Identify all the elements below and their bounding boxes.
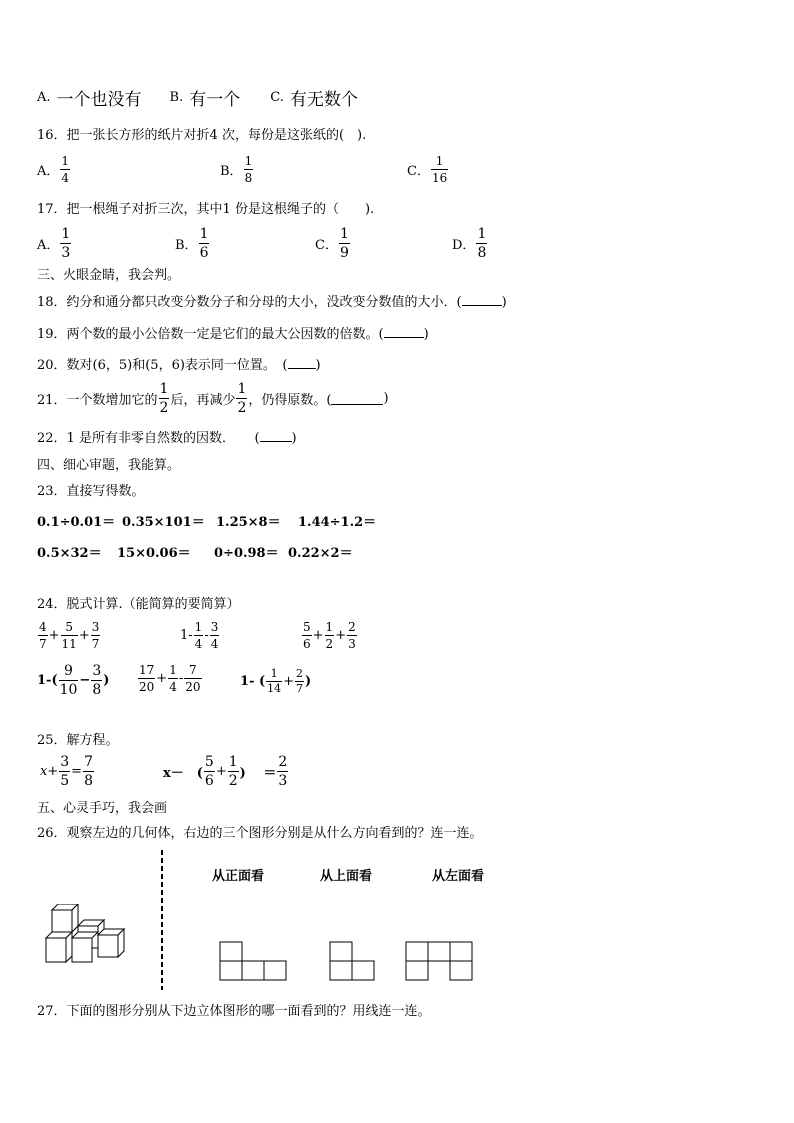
numerator: 2 xyxy=(296,667,304,680)
denominator: 11 xyxy=(61,637,77,651)
q15-option-c-text: 有无数个 xyxy=(289,89,358,110)
cube-right xyxy=(98,929,124,957)
q26-question: 26．观察左边的几何体，右边的三个图形分别是从什么方向看到的？连一连。 xyxy=(37,826,483,841)
q26-dashed-divider xyxy=(160,850,164,990)
q25-equation-1 xyxy=(40,754,95,789)
fraction xyxy=(184,663,201,694)
q26-view-left xyxy=(405,941,475,981)
numerator: 1 xyxy=(339,226,349,242)
operator: + xyxy=(156,671,168,686)
numerator: 3 xyxy=(92,663,102,679)
operator: + xyxy=(78,628,90,643)
numerator: 1 xyxy=(237,381,247,397)
q15-option-b-text: 有一个 xyxy=(189,89,241,110)
q24-expression-3 xyxy=(301,620,358,651)
q22-answer-blank[interactable] xyxy=(260,429,292,442)
q23-item-8: 0.22×2＝ xyxy=(288,546,353,561)
operator: + xyxy=(335,628,347,643)
q26-label-left: 从左面看 xyxy=(432,869,485,884)
q26-label-top: 从上面看 xyxy=(320,869,373,884)
q21-pre: 21．一个数增加它的 xyxy=(37,393,158,408)
denominator: 4 xyxy=(210,637,219,651)
q16-option-b-label: B． xyxy=(220,164,243,179)
q19-answer-blank[interactable] xyxy=(384,325,424,338)
q24-expression-6 xyxy=(240,668,311,695)
denominator: 3 xyxy=(61,245,71,261)
q17-option-c-label: C． xyxy=(315,238,338,253)
prefix: x－ ( xyxy=(163,766,203,781)
q21-fraction-2 xyxy=(236,381,247,416)
denominator: 8 xyxy=(477,245,487,261)
variable-x: x xyxy=(40,764,48,779)
q23-item-3: 1.25×8＝ xyxy=(216,515,281,530)
q23-item-1: 0.1÷0.01＝ xyxy=(37,515,116,530)
q19-question xyxy=(37,323,429,342)
denominator: 8 xyxy=(84,773,93,789)
q24-expression-4 xyxy=(37,663,109,698)
numerator: 5 xyxy=(65,620,73,634)
numerator: 7 xyxy=(84,754,93,770)
fraction xyxy=(91,663,102,698)
fraction xyxy=(228,754,239,789)
fraction xyxy=(168,663,178,694)
equals-sign: = xyxy=(71,764,83,779)
numerator: 1 xyxy=(477,226,487,242)
fraction xyxy=(61,620,78,651)
fraction xyxy=(277,754,288,789)
denominator: 7 xyxy=(39,637,47,651)
q24-expression-1 xyxy=(37,620,101,651)
q23-item-6: 15×0.06＝ xyxy=(117,546,191,561)
operator: − xyxy=(79,673,91,688)
q19-text: 19．两个数的最小公倍数一定是它们的最大公因数的倍数。( xyxy=(37,327,384,342)
denominator: 8 xyxy=(92,682,102,698)
q23-title: 23．直接写得数。 xyxy=(37,484,145,499)
q16-option-a-fraction xyxy=(60,154,70,185)
numerator: 1 xyxy=(244,154,253,168)
q24-expression-2 xyxy=(180,620,220,651)
denominator: 20 xyxy=(139,680,155,694)
numerator: 17 xyxy=(139,663,155,677)
fraction xyxy=(91,620,101,651)
prefix: 1-( xyxy=(37,673,58,688)
q22-question xyxy=(37,427,297,446)
q16-option-a xyxy=(37,154,71,185)
denominator: 6 xyxy=(204,773,214,789)
q20-question xyxy=(37,354,321,373)
numerator: 1 xyxy=(61,154,70,168)
q26-cube-solid xyxy=(40,904,144,966)
q17-option-c xyxy=(315,226,351,261)
denominator: 9 xyxy=(339,245,349,261)
q18-answer-blank[interactable] xyxy=(462,293,502,306)
q17-option-b xyxy=(175,226,210,261)
q18-text: 18．约分和通分都只改变分数分子和分母的大小，没改变分数值的大小．( xyxy=(37,295,462,310)
q19-close: ) xyxy=(423,327,429,342)
fraction xyxy=(295,668,304,695)
q17-option-a-label: A． xyxy=(37,238,60,253)
operator: - xyxy=(178,671,184,686)
q17-option-c-fraction xyxy=(339,226,350,261)
denominator: 4 xyxy=(169,680,177,694)
q16-option-c-fraction xyxy=(431,154,448,185)
q20-answer-blank[interactable] xyxy=(288,356,316,369)
numerator: 3 xyxy=(91,620,100,634)
operator: + xyxy=(47,764,59,779)
q17-option-d-fraction xyxy=(476,226,487,261)
fraction xyxy=(194,620,204,651)
q24-expression-5 xyxy=(137,663,203,694)
numerator: 5 xyxy=(303,620,311,634)
q20-close: ) xyxy=(315,358,321,373)
suffix: ) xyxy=(305,674,312,689)
q15-options xyxy=(37,86,358,108)
suffix: ) xyxy=(103,673,110,688)
denominator: 3 xyxy=(348,637,356,651)
q17-option-d-label: D． xyxy=(452,238,476,253)
operator: - xyxy=(204,628,209,643)
numerator: 3 xyxy=(210,620,219,634)
numerator: 7 xyxy=(189,663,197,677)
q21-close: ) xyxy=(383,391,389,406)
numerator: 1 xyxy=(435,154,444,168)
q20-text: 20．数对(6，5)和(5，6)表示同一位置。 ( xyxy=(37,358,288,373)
numerator: 1 xyxy=(228,754,238,770)
operator: + xyxy=(312,628,324,643)
q16-option-b xyxy=(220,154,254,185)
section-3-heading: 三、火眼金睛，我会判。 xyxy=(37,268,181,283)
q16-option-a-label: A． xyxy=(37,164,60,179)
numerator: 1 xyxy=(169,663,177,677)
denominator: 4 xyxy=(194,637,203,651)
q21-post: ，仍得原数。( xyxy=(248,393,332,408)
q17-option-b-fraction xyxy=(199,226,210,261)
q21-mid: 后，再减少 xyxy=(170,393,236,408)
denominator: 10 xyxy=(59,682,78,698)
operator: + xyxy=(215,764,227,779)
section-5-heading: 五、心灵手巧，我会画 xyxy=(37,801,168,816)
q17-option-b-label: B． xyxy=(175,238,198,253)
q22-close: ) xyxy=(291,431,297,446)
numerator: 9 xyxy=(64,663,73,679)
q15-option-a-label: A. xyxy=(37,89,51,105)
fraction xyxy=(210,620,220,651)
fraction xyxy=(347,620,357,651)
q17-option-a xyxy=(37,226,72,261)
denominator: 20 xyxy=(185,680,201,694)
q21-fraction-1 xyxy=(159,381,170,416)
denominator: 7 xyxy=(296,682,304,695)
numerator: 1 xyxy=(270,667,278,680)
numerator: 1 xyxy=(194,620,203,634)
operator: + xyxy=(283,674,295,689)
suffix: ) ＝ xyxy=(239,766,277,781)
denominator: 2 xyxy=(228,773,238,789)
denominator: 2 xyxy=(325,637,334,651)
q16-question: 16．把一张长方形的纸片对折4 次，每份是这张纸的( ). xyxy=(37,128,367,143)
numerator: 3 xyxy=(60,754,70,770)
q23-item-7: 0÷0.98＝ xyxy=(214,546,279,561)
q21-question xyxy=(37,381,389,416)
fraction xyxy=(302,620,312,651)
operator: + xyxy=(48,628,60,643)
denominator: 2 xyxy=(159,400,169,416)
q25-title: 25．解方程。 xyxy=(37,733,119,748)
cube-top-back xyxy=(52,904,78,932)
denominator: 7 xyxy=(91,637,100,651)
q23-item-2: 0.35×101＝ xyxy=(122,515,205,530)
q15-option-b-label: B. xyxy=(169,89,184,105)
numerator: 2 xyxy=(348,620,356,634)
fraction xyxy=(38,620,48,651)
numerator: 1 xyxy=(325,620,334,634)
numerator: 1 xyxy=(199,226,209,242)
numerator: 4 xyxy=(39,620,47,634)
denominator: 6 xyxy=(199,245,209,261)
numerator: 1 xyxy=(61,226,71,242)
fraction xyxy=(138,663,155,694)
q24-title: 24．脱式计算.（能简算的要简算） xyxy=(37,597,240,612)
q23-item-4: 1.44÷1.2＝ xyxy=(298,515,377,530)
q15-option-a-text: 一个也没有 xyxy=(56,89,142,110)
denominator: 2 xyxy=(237,400,247,416)
q15-option-c-label: C. xyxy=(270,89,284,105)
prefix: 1- xyxy=(180,628,193,643)
q26-label-front: 从正面看 xyxy=(212,869,265,884)
section-4-heading: 四、细心审题，我能算。 xyxy=(37,458,181,473)
denominator: 16 xyxy=(431,171,448,185)
q18-close: ) xyxy=(501,295,507,310)
q17-option-a-fraction xyxy=(60,226,71,261)
denominator: 4 xyxy=(61,171,70,185)
fraction xyxy=(204,754,215,789)
numerator: 5 xyxy=(204,754,214,770)
q27-question: 27．下面的图形分别从下边立体图形的哪一面看到的？用线连一连。 xyxy=(37,1004,431,1019)
q26-view-top xyxy=(329,941,377,981)
q22-text: 22．1 是所有非零自然数的因数． ( xyxy=(37,431,260,446)
q25-equation-2 xyxy=(163,754,289,789)
q17-question: 17．把一根绳子对折三次，其中1 份是这根绳子的（ ). xyxy=(37,202,375,217)
q23-item-5: 0.5×32＝ xyxy=(37,546,102,561)
q16-option-c xyxy=(407,154,449,185)
fraction xyxy=(83,754,94,789)
q17-option-d xyxy=(452,226,488,261)
fraction xyxy=(59,754,70,789)
q26-view-front xyxy=(219,941,289,981)
numerator: 2 xyxy=(278,754,288,770)
q16-option-c-label: C． xyxy=(407,164,430,179)
cube-bottom-left xyxy=(46,932,72,962)
fraction xyxy=(325,620,335,651)
denominator: 5 xyxy=(60,773,70,789)
q21-answer-blank[interactable] xyxy=(331,392,383,405)
denominator: 3 xyxy=(278,773,288,789)
denominator: 14 xyxy=(267,682,282,695)
q18-question xyxy=(37,291,507,310)
prefix: 1- ( xyxy=(240,674,266,689)
fraction xyxy=(266,668,282,695)
denominator: 6 xyxy=(303,637,311,651)
q16-option-b-fraction xyxy=(244,154,254,185)
denominator: 8 xyxy=(244,171,253,185)
fraction xyxy=(59,663,79,698)
numerator: 1 xyxy=(159,381,169,397)
